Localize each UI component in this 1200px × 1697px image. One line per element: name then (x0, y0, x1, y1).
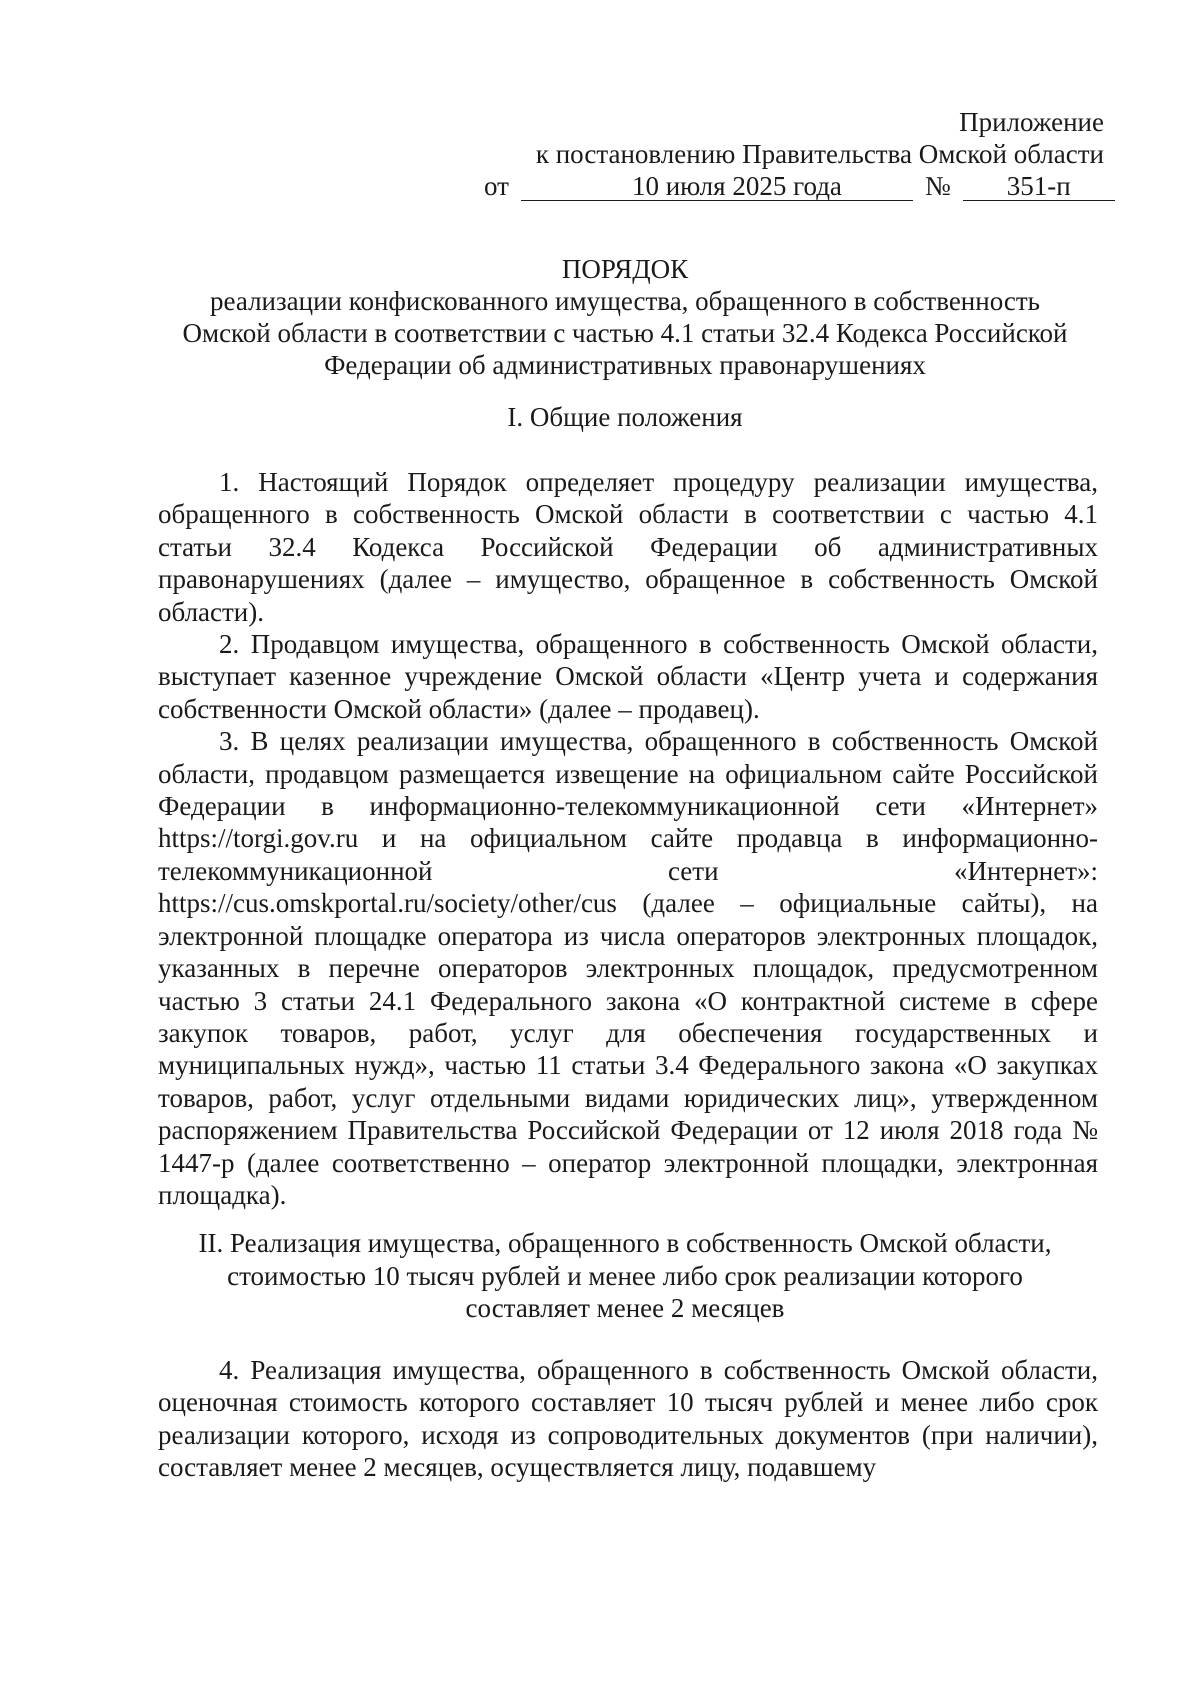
title-line-2: Омской области в соответствии с частью 4.1 статьи 32.4 Кодекса Российской (182, 318, 1068, 348)
decree-date: 10 июля 2025 года (521, 172, 913, 201)
decree-number: 351-п (963, 172, 1115, 201)
from-label: от (484, 171, 509, 201)
title-line-1: реализации конфискованного имущества, обращенного в собственность (210, 286, 1040, 316)
section-1-body (158, 466, 1098, 1211)
section-2-title (150, 1227, 1100, 1325)
appendix-label: Приложение (959, 107, 1104, 137)
section-2-body (158, 1354, 1098, 1484)
appendix-header (484, 106, 1104, 202)
paragraph-4: 4. Реализация имущества, обращенного в собственность Омской области, оценочная стоимость которого составляет 10 тысяч рублей и менее либо срок реализации которого, исходя из сопроводительных документов (при наличии), составляет менее 2 месяцев, осуществляется лицу, подавшему (158, 1355, 1098, 1483)
section-1-title (150, 401, 1100, 434)
paragraph-3: 3. В целях реализации имущества, обращенного в собственность Омской области, продавцом размещается извещение на официальном сайте Российской Федерации в информационно-телекоммуникационной сети «Интернет» https://torgi.gov.ru и на официальном сайте продавца в информационно-телекоммуникационной сети «Интернет»: https://cus.omskportal.ru/society/other/cus (далее – официальные сайты), на электронной площадке оператора из числа операторов электронных площадок, указанных в перечне операторов электронных площадок, предусмотренном частью 3 статьи 24.1 Федерального закона «О контрактной системе в сфере закупок товаров, работ, услуг для обеспечения государственных и муниципальных нужд», частью 11 статьи 3.4 Федерального закона «О закупках товаров, работ, услуг отдельными видами юридических лиц», утвержденном распоряжением Правительства Российской Федерации от 12 июля 2018 года № 1447-р (далее соответственно – оператор электронной площадки, электронная площадка). (158, 726, 1098, 1210)
paragraph-1: 1. Настоящий Порядок определяет процедуру реализации имущества, обращенного в собственность Омской области в соответствии с частью 4.1 статьи 32.4 Кодекса Российской Федерации об административных правонарушениях (далее – имущество, обращенное в собственность Омской области). (158, 467, 1098, 627)
paragraph-2: 2. Продавцом имущества, обращенного в собственность Омской области, выступает казенное учреждение Омской области «Центр учета и содержания собственности Омской области» (далее – продавец). (158, 629, 1098, 724)
section-1-title-text: I. Общие положения (507, 402, 743, 432)
appendix-reference: к постановлению Правительства Омской области (535, 139, 1104, 169)
document-title (150, 253, 1100, 381)
title-line-3: Федерации об административных правонарушениях (324, 350, 926, 380)
section-2-title-line-3: составляет менее 2 месяцев (465, 1293, 785, 1323)
title-heading: ПОРЯДОК (561, 254, 689, 284)
section-2-title-line-1: II. Реализация имущества, обращенного в собственность Омской области, (198, 1228, 1052, 1258)
number-sign: № (924, 171, 951, 201)
section-2-title-line-2: стоимостью 10 тысяч рублей и менее либо срок реализации которого (227, 1260, 1023, 1291)
appendix-date-line (484, 170, 1104, 202)
